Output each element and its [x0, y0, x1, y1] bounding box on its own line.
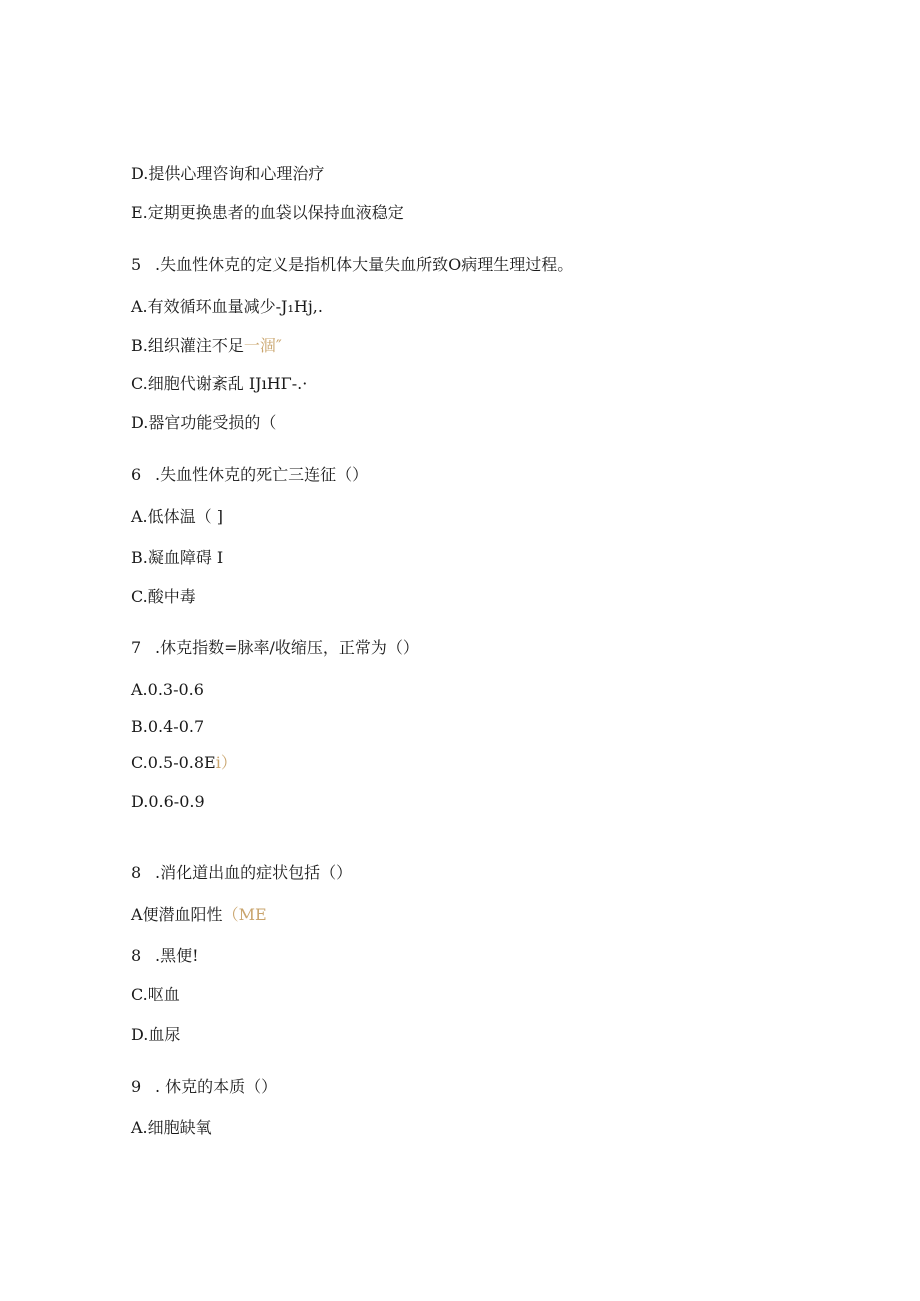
- line-text: C.呕血: [131, 985, 180, 1004]
- line-text: .黑便!: [155, 946, 199, 965]
- line-text: D.提供心理咨询和心理治疗: [131, 164, 325, 183]
- question-text: . 休克的本质（）: [155, 1077, 278, 1096]
- line-text: B.凝血障碍 I: [131, 548, 224, 567]
- option-b-line: [131, 717, 204, 737]
- line-text: B.0.4-0.7: [131, 717, 205, 736]
- handwritten-mark: i）: [215, 753, 237, 772]
- option-e-line: [131, 203, 404, 223]
- option-a-line: [131, 680, 204, 700]
- line-text: D.血尿: [131, 1025, 181, 1044]
- option-b-line: [131, 548, 223, 568]
- option-c-line: [131, 587, 196, 607]
- question-number: 8: [131, 946, 142, 965]
- question-text: .失血性休克的死亡三连征（）: [155, 465, 369, 484]
- line-text: A.有效循环血量减少-J₁Hj,.: [131, 297, 323, 316]
- question-number: 7: [131, 638, 142, 657]
- option-d-line: [131, 792, 205, 812]
- question-number: 5: [131, 255, 142, 274]
- handwritten-mark: （ME: [222, 905, 267, 924]
- line-text: A.细胞缺氧: [131, 1118, 212, 1137]
- line-text: B.组织灌注不足: [131, 336, 244, 355]
- option-d-line: [131, 413, 276, 433]
- option-a-line: [131, 1118, 212, 1138]
- option-a-line: [131, 297, 323, 317]
- line-text: A.低体温（ ]: [131, 507, 223, 526]
- option-d-line: [131, 164, 324, 184]
- question-5: [131, 255, 573, 275]
- line-text: C.0.5-0.8E: [131, 753, 216, 772]
- option-c-line: [131, 985, 180, 1005]
- question-number: 8: [131, 863, 142, 882]
- question-6: [131, 465, 368, 485]
- line-text: D.器官功能受损的（: [131, 413, 277, 432]
- line-text: E.定期更换患者的血袋以保持血液稳定: [131, 203, 404, 222]
- line-text: A便潜血阳性: [131, 905, 223, 924]
- option-b-line: [131, 336, 282, 356]
- question-text: .休克指数=脉率/收缩压，正常为（）: [155, 638, 419, 657]
- option-c-line: [131, 374, 307, 394]
- option-a-line: [131, 507, 223, 527]
- option-c-line: [131, 753, 237, 773]
- question-text: .失血性休克的定义是指机体大量失血所致O病理生理过程。: [155, 255, 574, 274]
- line-text: C.细胞代谢紊乱 IJıHΓ-.·: [131, 374, 308, 393]
- question-text: .消化道出血的症状包括（）: [155, 863, 353, 882]
- line-text: C.酸中毒: [131, 587, 196, 606]
- option-b-line: [131, 946, 199, 966]
- handwritten-mark: 一涸″: [243, 336, 282, 355]
- question-number: 6: [131, 465, 142, 484]
- question-9: [131, 1077, 277, 1097]
- question-7: [131, 638, 419, 658]
- option-d-line: [131, 1025, 180, 1045]
- line-text: D.0.6-0.9: [131, 792, 205, 811]
- line-text: A.0.3-0.6: [131, 680, 204, 699]
- question-number: 9: [131, 1077, 142, 1096]
- question-8: [131, 863, 352, 883]
- option-a-line: [131, 905, 267, 925]
